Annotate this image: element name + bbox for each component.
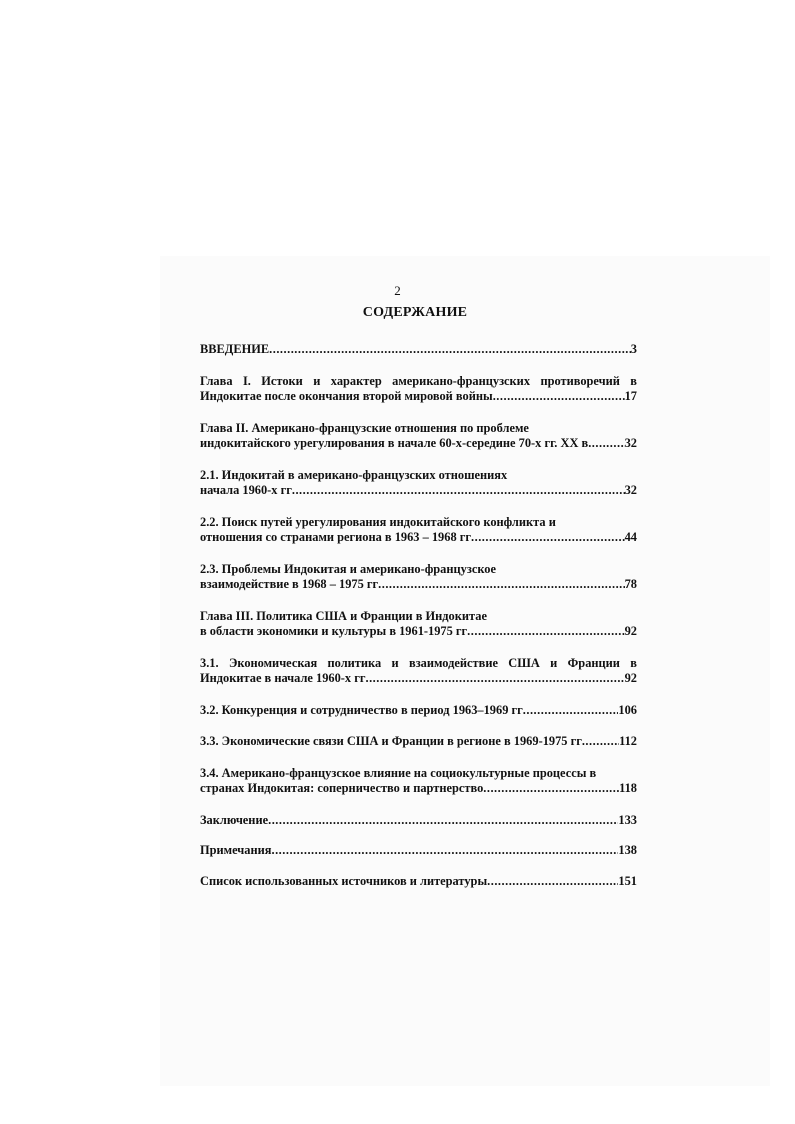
toc-leader-dots	[588, 436, 624, 452]
toc-leader-dots	[582, 734, 619, 750]
toc-entry-page: 112	[619, 734, 637, 748]
toc-entry-title-line: 2.1. Индокитай в американо-французских отношениях	[200, 467, 508, 482]
toc-entry-title-line: Глава I. Истоки и характер американо-французских противоречий в	[200, 373, 637, 388]
toc-entry-title-line: 3.4. Американо-французское влияние на социокультурные процессы в	[200, 765, 597, 780]
toc-entry-title: Список использованных источников и литературы	[200, 873, 488, 888]
toc-title: СОДЕРЖАНИЕ	[362, 305, 468, 320]
toc-entry-title: индокитайского урегулирования в начале 60-х-середине 70-х гг. XX в	[200, 436, 589, 450]
toc-entry-section-3-2	[200, 703, 637, 719]
toc-entry-title: 3.2. Конкуренция и сотрудничество в период 1963–1969 гг	[200, 702, 523, 717]
toc-leader-dots	[493, 389, 625, 405]
toc-leader-dots	[365, 671, 624, 687]
toc-entry-title: Примечания	[200, 843, 272, 857]
toc-entry-chapter-2	[200, 421, 637, 452]
toc-entry-page: 78	[624, 577, 637, 591]
toc-entry-title: взаимодействие в 1968 – 1975 гг	[200, 577, 379, 591]
toc-entry-page: 32	[624, 436, 637, 450]
toc-entry-title: Индокитае после окончания второй мировой войны	[200, 389, 493, 403]
toc-entry-introduction	[200, 342, 637, 358]
toc-entry-title-line: 2.2. Поиск путей урегулирования индокитайского конфликта и	[200, 514, 556, 529]
toc-leader-dots	[483, 781, 619, 797]
toc-entry-section-2-1	[200, 468, 637, 499]
toc-leader-dots	[268, 813, 618, 829]
toc-leader-dots	[292, 483, 625, 499]
toc-entry-section-3-3	[200, 734, 637, 750]
toc-leader-dots	[523, 703, 619, 719]
toc-entry-page: 151	[618, 873, 637, 888]
table-of-contents	[200, 342, 637, 889]
toc-entry-title: в области экономики и культуры в 1961-1975 гг	[200, 624, 468, 638]
toc-entry-title-line: 2.3. Проблемы Индокитая и американо-французское	[200, 561, 497, 576]
toc-leader-dots	[269, 342, 631, 358]
toc-leader-dots	[271, 843, 618, 859]
toc-entry-section-2-3	[200, 562, 637, 593]
toc-entry-page: 32	[624, 483, 637, 497]
toc-entry-title: 3.3. Экономические связи США и Франции в регионе в 1969-1975 гг	[200, 734, 582, 748]
toc-entry-notes	[200, 843, 637, 859]
toc-entry-section-3-1	[200, 656, 637, 687]
toc-entry-chapter-3	[200, 609, 637, 640]
toc-entry-page: 92	[624, 671, 637, 685]
toc-entry-title: отношения со странами региона в 1963 – 1968 гг	[200, 530, 471, 544]
toc-leader-dots	[467, 624, 624, 640]
toc-entry-page: 118	[619, 781, 637, 795]
toc-entry-page: 138	[618, 843, 637, 857]
toc-entry-title: начала 1960-х гг	[200, 483, 292, 497]
toc-entry-page: 44	[624, 530, 637, 544]
toc-entry-page: 3	[630, 342, 637, 356]
toc-entry-title: ВВЕДЕНИЕ	[200, 342, 270, 356]
toc-entry-section-2-2	[200, 515, 637, 546]
toc-entry-title-line: Глава III. Политика США и Франции в Индокитае	[200, 608, 487, 623]
toc-entry-chapter-1	[200, 374, 637, 405]
toc-leader-dots	[471, 530, 625, 546]
toc-entry-page: 133	[618, 812, 637, 827]
toc-entry-title-line: 3.1. Экономическая политика и взаимодействие США и Франции в	[200, 655, 637, 670]
toc-leader-dots	[487, 874, 618, 890]
toc-entry-title: странах Индокитая: соперничество и партнерство	[200, 781, 484, 795]
toc-entry-bibliography	[200, 874, 637, 890]
toc-entry-page: 106	[618, 702, 637, 717]
toc-entry-title: Индокитае в начале 1960-х гг	[200, 671, 366, 685]
toc-entry-conclusion	[200, 813, 637, 829]
toc-entry-page: 92	[624, 624, 637, 638]
toc-entry-page: 17	[624, 389, 637, 403]
toc-entry-title: Заключение	[200, 812, 269, 827]
toc-entry-section-3-4	[200, 766, 637, 797]
toc-leader-dots	[378, 577, 624, 593]
toc-entry-title-line: Глава II. Американо-французские отношения по проблеме	[200, 420, 529, 435]
page-number: 2	[394, 283, 401, 298]
